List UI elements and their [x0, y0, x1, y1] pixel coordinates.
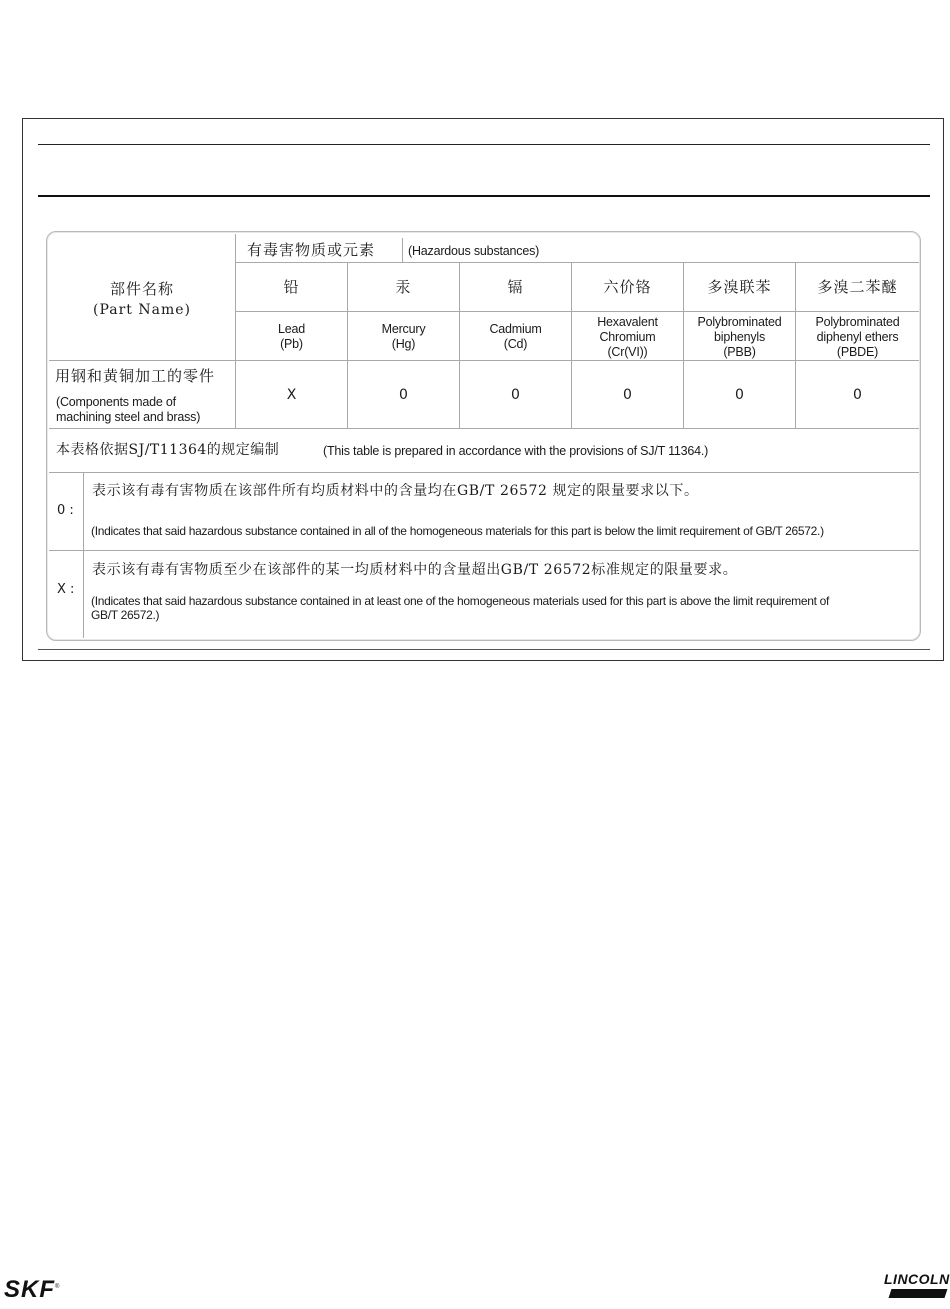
legend-o-cn: 表示该有毒有害物质在该部件所有均质材料中的含量均在GB/T 26572 规定的限量要求以下。: [92, 483, 699, 499]
legend-o-en: (Indicates that said hazardous substance contained in all of the homogeneous materials for this part is below the limit requirement of GB/T 26572.): [91, 524, 824, 538]
row-part-name-cn: 用钢和黄铜加工的零件: [55, 367, 216, 385]
legend-o-symbol: 0 :: [57, 503, 74, 518]
grid-line: [49, 550, 919, 551]
skf-logo: SKF®: [4, 1276, 61, 1303]
grid-line: [49, 428, 919, 429]
grid-line: [235, 262, 919, 263]
col-mercury-en: Mercury (Hg): [381, 322, 426, 351]
table-note-en: (This table is prepared in accordance with the provisions of SJ/T 11364.): [323, 444, 709, 458]
legend-x-cn: 表示该有毒有害物质至少在该部件的某一均质材料中的含量超出GB/T 26572标准规定的限量要求。: [92, 562, 738, 578]
legend-x-en: (Indicates that said hazardous substance contained in at least one of the homogeneous materials used for this part is above the limit requirement of GB/T 26572.): [91, 594, 830, 623]
grid-line: [49, 472, 919, 473]
col-pbb-en: Polybrominated biphenyls (PBB): [697, 315, 782, 359]
grid-line: [235, 311, 919, 312]
grid-line: [83, 472, 84, 638]
lincoln-logo: LINCOLN: [884, 1271, 946, 1305]
cell-pbde-value: 0: [853, 387, 862, 403]
col-chromium-cn: 六价铬: [603, 278, 652, 296]
col-pbde-en: Polybrominated diphenyl ethers (PBDE): [815, 315, 900, 359]
cell-lead-value: X: [286, 387, 297, 403]
col-cadmium-cn: 镉: [507, 278, 524, 296]
cell-cadmium-value: 0: [511, 387, 520, 403]
hazard-title-cn: 有毒害物质或元素: [247, 241, 376, 259]
col-pbb-cn: 多溴联苯: [707, 278, 772, 296]
part-name-cn: 部件名称: [109, 280, 174, 298]
rohs-table: [46, 231, 921, 641]
footer-rule: [38, 649, 930, 650]
legend-x-symbol: X :: [57, 582, 75, 597]
table-note-cn: 本表格依据SJ/T11364的规定编制: [56, 442, 280, 458]
row-part-name-en: (Components made of machining steel and brass): [56, 395, 201, 424]
col-pbde-cn: 多溴二苯醚: [817, 278, 898, 296]
header-rule: [38, 144, 930, 145]
hazard-title-en: (Hazardous substances): [408, 244, 540, 258]
col-lead-cn: 铅: [283, 278, 300, 296]
col-lead-en: Lead (Pb): [277, 322, 305, 351]
col-chromium-en: Hexavalent Chromium (Cr(VI)): [597, 315, 658, 359]
cell-mercury-value: 0: [399, 387, 408, 403]
grid-line: [49, 360, 919, 361]
header-divider: [38, 195, 930, 197]
cell-chromium-value: 0: [623, 387, 632, 403]
part-name-en: (Part Name): [93, 302, 191, 318]
col-mercury-cn: 汞: [395, 278, 412, 296]
cell-pbb-value: 0: [735, 387, 744, 403]
col-cadmium-en: Cadmium (Cd): [489, 322, 542, 351]
